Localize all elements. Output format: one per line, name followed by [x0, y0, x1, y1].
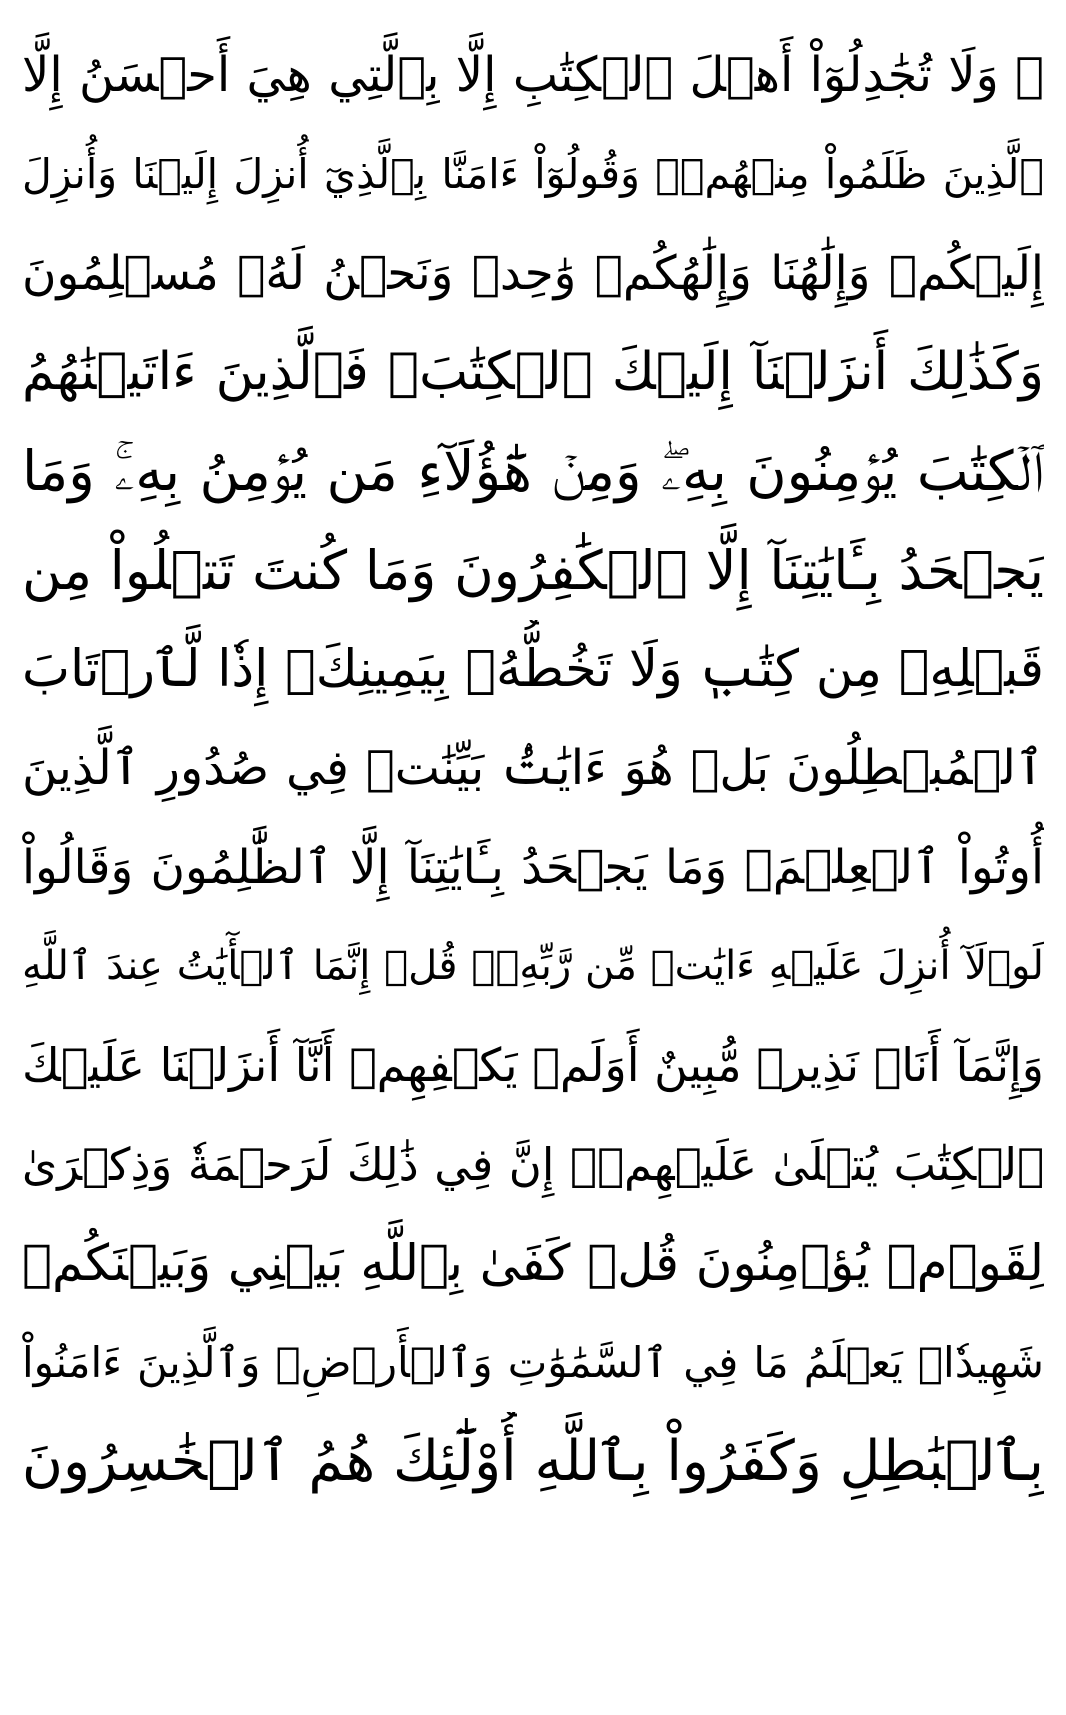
text-line: ۞ وَلَا تُجَٰدِلُوٓاْ أَهۡلَ ٱلۡكِتَٰبِ إِلَّا بِٱلَّتِي هِيَ أَحۡسَنُ إِلَّا	[22, 47, 1044, 103]
text-line: وَكَذَٰلِكَ أَنزَلۡنَآ إِلَيۡكَ ٱلۡكِتَٰبَۚ فَٱلَّذِينَ ءَاتَيۡنَٰهُمُ	[22, 342, 1044, 402]
text-line: ٱلۡكِتَٰبَ يُتۡلَىٰ عَلَيۡهِمۡۚ إِنَّ فِي ذَٰلِكَ لَرَحۡمَةٗ وَذِكۡرَىٰ	[22, 1138, 1044, 1191]
text-line: ٱلَّذِينَ ظَلَمُواْ مِنۡهُمۡۖ وَقُولُوٓاْ ءَامَنَّا بِٱلَّذِيٓ أُنزِلَ إِلَيۡنَا وَأُنزِلَ	[22, 150, 1044, 198]
text-line: شَهِيدٗاۖ يَعۡلَمُ مَا فِي ٱلسَّمَٰوَٰتِ وَٱلۡأَرۡضِۗ وَٱلَّذِينَ ءَامَنُواْ	[22, 1338, 1044, 1387]
text-line: بِٱلۡبَٰطِلِ وَكَفَرُواْ بِٱللَّهِ أُوْلَٰٓئِكَ هُمُ ٱلۡخَٰسِرُونَ	[22, 1429, 1044, 1494]
text-line: يَجۡحَدُ بِـَٔايَٰتِنَآ إِلَّا ٱلۡكَٰفِرُونَ وَمَا كُنتَ تَتۡلُواْ مِن	[22, 539, 1044, 602]
text-line: أُوتُواْ ٱلۡعِلۡمَۚ وَمَا يَجۡحَدُ بِـَٔايَٰتِنَآ إِلَّا ٱلظَّٰلِمُونَ وَقَالُواْ	[22, 840, 1044, 895]
text-line: إِلَيۡكُمۡ وَإِلَٰهُنَا وَإِلَٰهُكُمۡ وَٰحِدٞ وَنَحۡنُ لَهُۥ مُسۡلِمُونَ	[22, 246, 1044, 301]
text-line: قَبۡلِهِۦ مِن كِتَٰبٖ وَلَا تَخُطُّهُۥ بِيَمِينِكَۖ إِذٗا لَّٱرۡتَابَ	[22, 640, 1044, 699]
text-line: ٱلۡكِتَٰبَ يُؤۡمِنُونَ بِهِۦۖ وَمِنۡ هَٰٓؤُلَآءِ مَن يُؤۡمِنُ بِهِۦۚ وَمَا	[22, 439, 1044, 503]
text-line: لَوۡلَآ أُنزِلَ عَلَيۡهِ ءَايَٰتٞ مِّن رَّبِّهِۦۚ قُلۡ إِنَّمَا ٱلۡأٓيَٰتُ عِندَ ٱللَّهِ	[22, 943, 1044, 989]
text-line: ٱلۡمُبۡطِلُونَ بَلۡ هُوَ ءَايَٰتُۢ بَيِّنَٰتٞ فِي صُدُورِ ٱلَّذِينَ	[22, 740, 1044, 796]
text-line: وَإِنَّمَآ أَنَا۠ نَذِيرٞ مُّبِينٌ أَوَلَمۡ يَكۡفِهِمۡ أَنَّآ أَنزَلۡنَا عَلَيۡكَ	[22, 1038, 1044, 1092]
text-line: لِقَوۡمٖ يُؤۡمِنُونَ قُلۡ كَفَىٰ بِٱللَّهِ بَيۡنِي وَبَيۡنَكُمۡ	[22, 1234, 1044, 1292]
